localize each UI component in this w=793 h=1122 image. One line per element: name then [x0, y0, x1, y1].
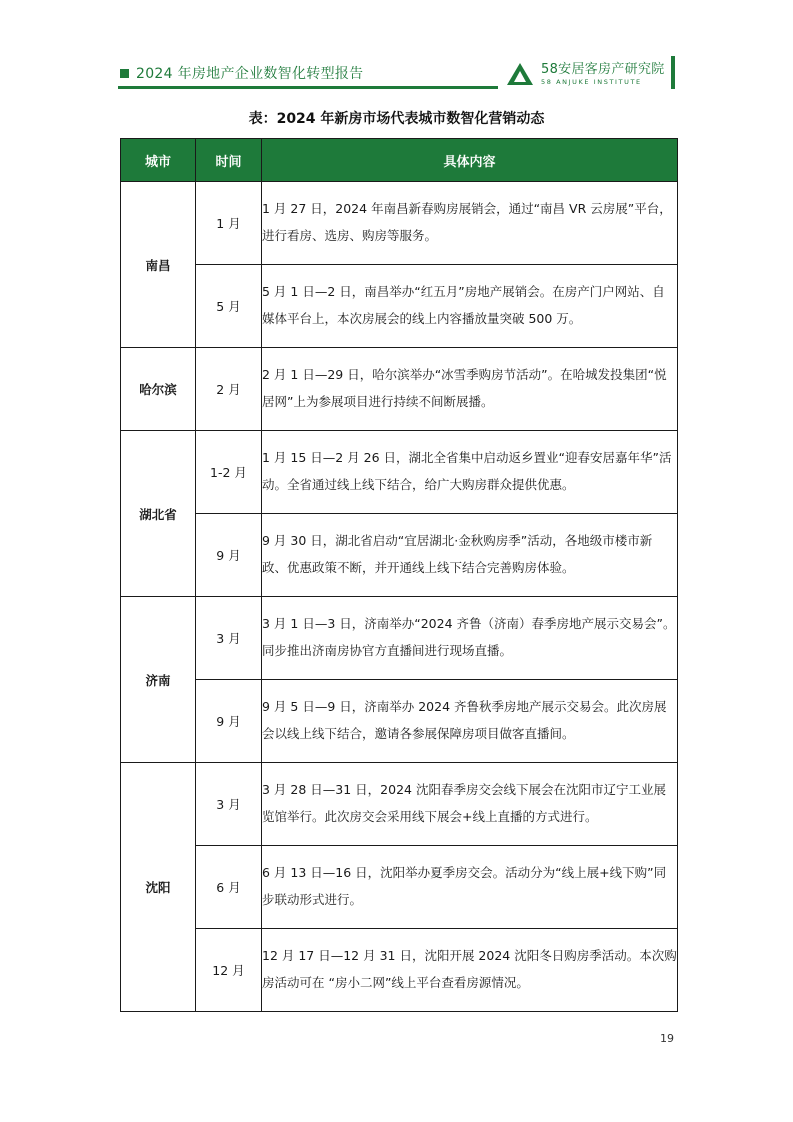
content-cell: 9 月 30 日，湖北省启动“宜居湖北·金秋购房季”活动，各地级市楼市新政、优惠政策不断，并开通线上线下结合完善购房体验。 [262, 514, 678, 597]
time-cell: 3 月 [196, 763, 262, 846]
header-square-icon [120, 69, 129, 78]
time-cell: 5 月 [196, 265, 262, 348]
city-marketing-table [120, 138, 678, 1012]
city-cell: 南昌 [121, 182, 196, 348]
table-row [121, 348, 678, 431]
table-row [121, 763, 678, 846]
report-title: 2024 年房地产企业数智化转型报告 [136, 66, 364, 82]
time-cell: 9 月 [196, 514, 262, 597]
column-header-time: 时间 [196, 139, 262, 182]
content-cell: 9 月 5 日—9 日，济南举办 2024 齐鲁秋季房地产展示交易会。此次房展会以线上线下结合，邀请各参展保障房项目做客直播间。 [262, 680, 678, 763]
table-row [121, 431, 678, 514]
logo-accent-bar [671, 56, 675, 89]
content-cell: 5 月 1 日—2 日，南昌举办“红五月”房地产展销会。在房产门户网站、自媒体平台上，本次房展会的线上内容播放量突破 500 万。 [262, 265, 678, 348]
table-row [121, 680, 678, 763]
city-cell: 沈阳 [121, 763, 196, 1012]
table-header-row [121, 139, 678, 182]
time-cell: 12 月 [196, 929, 262, 1012]
time-cell: 1 月 [196, 182, 262, 265]
column-header-city: 城市 [121, 139, 196, 182]
city-cell: 湖北省 [121, 431, 196, 597]
table-row [121, 929, 678, 1012]
time-cell: 2 月 [196, 348, 262, 431]
table-row [121, 265, 678, 348]
city-cell: 哈尔滨 [121, 348, 196, 431]
time-cell: 1-2 月 [196, 431, 262, 514]
institute-logo [505, 58, 665, 90]
report-header [120, 62, 363, 84]
time-cell: 3 月 [196, 597, 262, 680]
table-row [121, 597, 678, 680]
header-rule [118, 86, 498, 89]
content-cell: 12 月 17 日—12 月 31 日，沈阳开展 2024 沈阳冬日购房季活动。本次购房活动可在 “房小二网”线上平台查看房源情况。 [262, 929, 678, 1012]
content-cell: 1 月 27 日，2024 年南昌新春购房展销会，通过“南昌 VR 云房展”平台，进行看房、选房、购房等服务。 [262, 182, 678, 265]
content-cell: 3 月 28 日—31 日，2024 沈阳春季房交会线下展会在沈阳市辽宁工业展览馆举行。此次房交会采用线下展会+线上直播的方式进行。 [262, 763, 678, 846]
logo-name-en: 58 ANJUKE INSTITUTE [541, 77, 642, 86]
table-row [121, 182, 678, 265]
time-cell: 9 月 [196, 680, 262, 763]
time-cell: 6 月 [196, 846, 262, 929]
logo-triangle-icon [505, 61, 535, 87]
page-number: 19 [660, 1032, 674, 1045]
content-cell: 3 月 1 日—3 日，济南举办“2024 齐鲁（济南）春季房地产展示交易会”。同步推出济南房协官方直播间进行现场直播。 [262, 597, 678, 680]
table-title: 表：2024 年新房市场代表城市数智化营销动态 [248, 111, 545, 127]
content-cell: 1 月 15 日—2 月 26 日，湖北全省集中启动返乡置业“迎春安居嘉年华”活动。全省通过线上线下结合，给广大购房群众提供优惠。 [262, 431, 678, 514]
city-cell: 济南 [121, 597, 196, 763]
logo-name-cn: 58安居客房产研究院 [541, 61, 665, 77]
column-header-content: 具体内容 [262, 139, 678, 182]
table-row [121, 846, 678, 929]
content-cell: 6 月 13 日—16 日，沈阳举办夏季房交会。活动分为“线上展+线下购”同步联动形式进行。 [262, 846, 678, 929]
table-row [121, 514, 678, 597]
content-cell: 2 月 1 日—29 日，哈尔滨举办“冰雪季购房节活动”。在哈城发投集团“悦居网”上为参展项目进行持续不间断展播。 [262, 348, 678, 431]
